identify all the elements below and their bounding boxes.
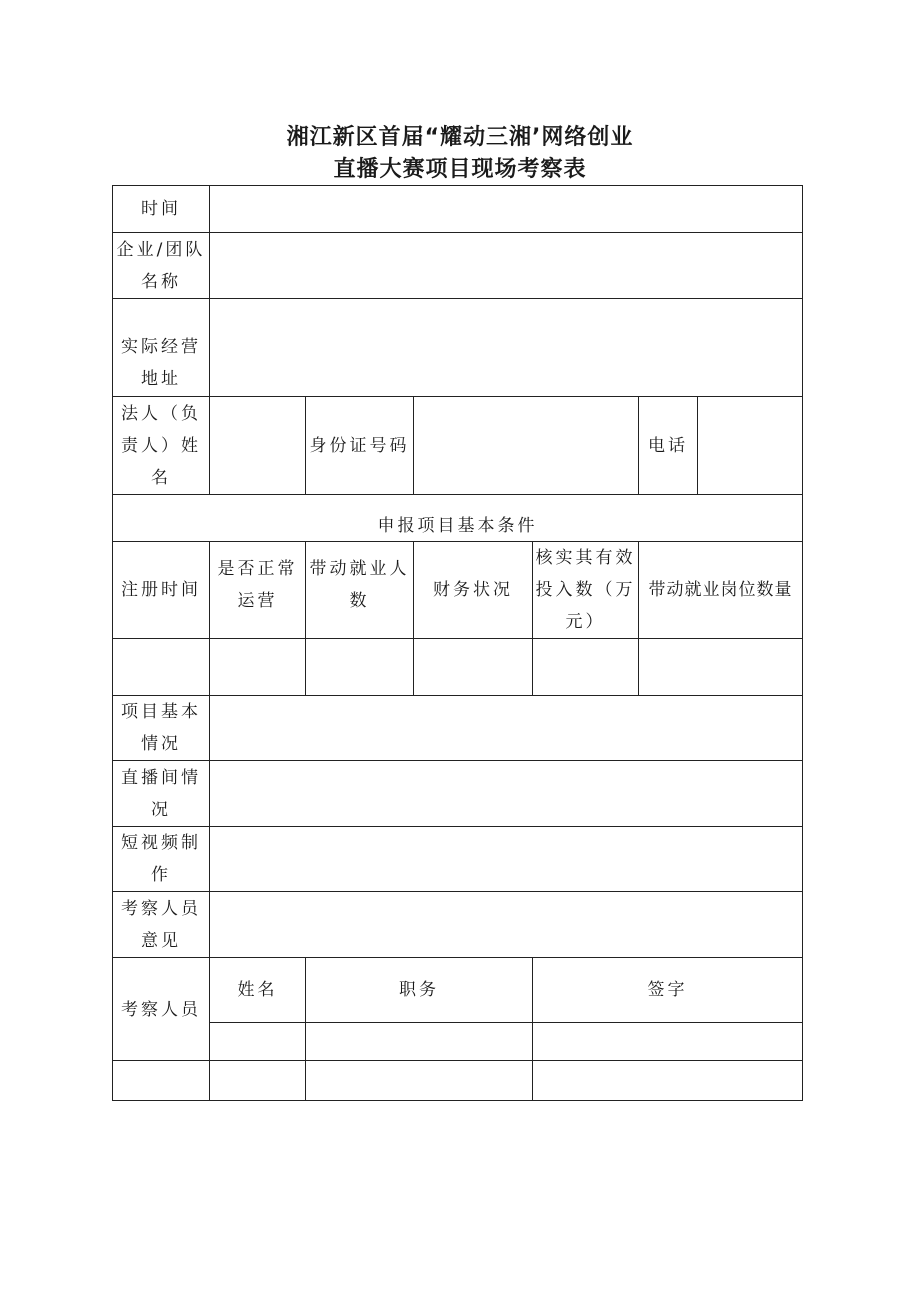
inspector-name-header: 姓名 xyxy=(237,980,278,1000)
col-reg-time: 注册时间 xyxy=(121,580,201,600)
inspector-position-header: 职务 xyxy=(399,980,439,1000)
table-border-right xyxy=(802,185,803,1101)
form-title-line1: 湘江新区首届“耀动三湘’网络创业 xyxy=(286,125,634,150)
team-name-label: 企业/团队名称 xyxy=(116,239,206,292)
inspector-name-field[interactable] xyxy=(210,1061,305,1100)
live-room-label: 直播间情况 xyxy=(121,767,201,820)
inspector-signature-header: 签字 xyxy=(647,980,688,1000)
phone-label: 电话 xyxy=(648,435,688,456)
address-field[interactable] xyxy=(210,299,802,396)
row-divider xyxy=(112,494,803,495)
inspector-opinion-label: 考察人员意见 xyxy=(121,898,201,951)
id-number-field[interactable] xyxy=(414,397,638,494)
job-positions-field[interactable] xyxy=(639,639,802,695)
normal-operation-field[interactable] xyxy=(210,639,305,695)
col-verified-investment: 核实其有效投入数（万元） xyxy=(535,548,636,632)
address-label: 实际经营地址 xyxy=(121,337,201,389)
inspector-name-field[interactable] xyxy=(210,1023,305,1060)
inspector-signature-field[interactable] xyxy=(533,1061,802,1100)
verified-investment-field[interactable] xyxy=(533,639,638,695)
short-video-field[interactable] xyxy=(210,827,802,891)
reg-time-field[interactable] xyxy=(113,639,209,695)
team-name-field[interactable] xyxy=(210,233,802,298)
time-label: 时间 xyxy=(141,199,181,219)
project-basic-label: 项目基本情况 xyxy=(121,702,201,754)
project-basic-field[interactable] xyxy=(210,696,802,760)
inspector-signature-field[interactable] xyxy=(533,1023,802,1060)
legal-person-label: 法人（负责人）姓名 xyxy=(121,403,201,488)
live-room-field[interactable] xyxy=(210,761,802,826)
financial-status-field[interactable] xyxy=(414,639,532,695)
id-number-label: 身份证号码 xyxy=(309,435,410,456)
legal-person-field[interactable] xyxy=(210,397,305,494)
inspector-opinion-field[interactable] xyxy=(210,892,802,957)
inspector-position-field[interactable] xyxy=(306,1061,532,1100)
col-employment-count: 带动就业人数 xyxy=(309,559,410,611)
form-title-line2: 直播大赛项目现场考察表 xyxy=(333,157,587,182)
table-border-bottom xyxy=(112,1100,803,1101)
basic-conditions-header: 申报项目基本条件 xyxy=(377,515,538,536)
col-normal-operation: 是否正常运营 xyxy=(217,559,298,611)
col-job-positions: 带动就业岗位数量 xyxy=(648,580,793,600)
inspector-position-field[interactable] xyxy=(306,1023,532,1060)
time-field[interactable] xyxy=(210,186,802,232)
short-video-label: 短视频制作 xyxy=(121,833,201,885)
employment-count-field[interactable] xyxy=(306,639,413,695)
col-financial-status: 财务状况 xyxy=(433,580,513,600)
phone-field[interactable] xyxy=(698,397,802,494)
inspectors-label: 考察人员 xyxy=(121,1000,201,1020)
